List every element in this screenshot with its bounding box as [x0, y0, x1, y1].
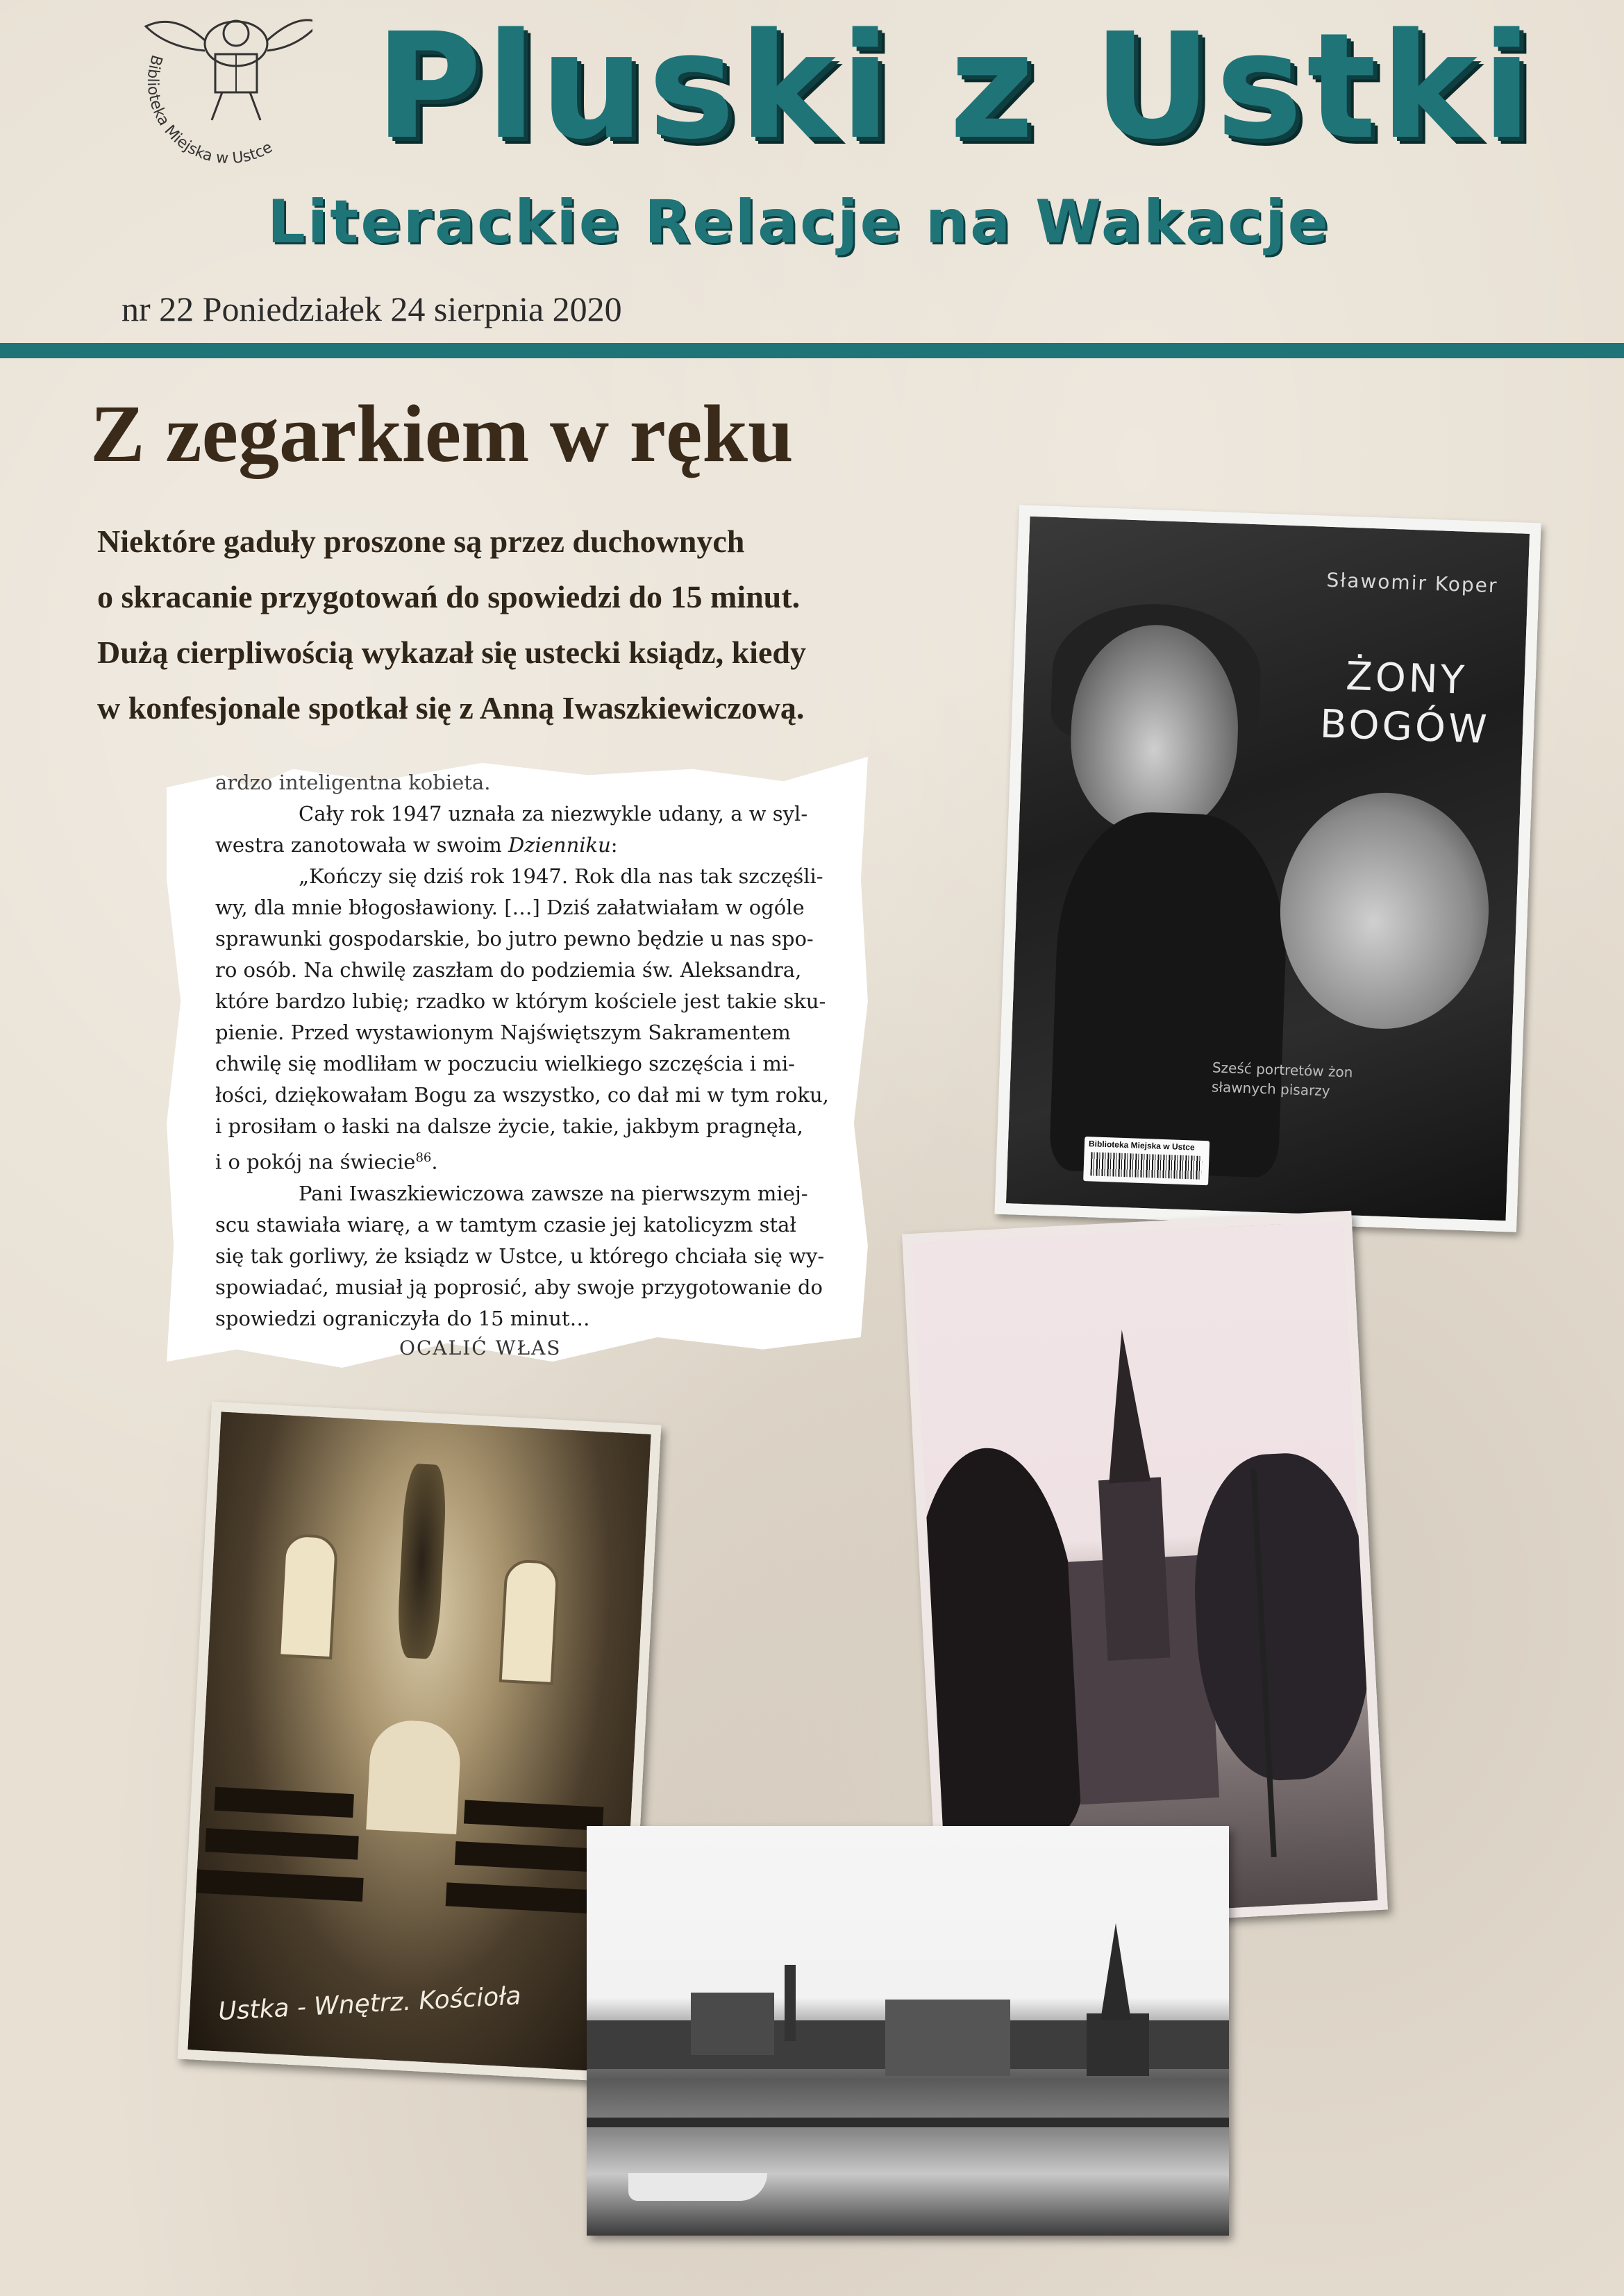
excerpt-line: Pani Iwaszkiewiczowa zawsze na pierwszym miej- [299, 1181, 808, 1205]
excerpt-line: i prosiłam o łaski na dalsze życie, takie, jakbym pragnęła, [215, 1114, 803, 1138]
pew [214, 1787, 354, 1818]
book-author: Sławomir Koper [1325, 568, 1498, 598]
masthead-subtitle: Literackie Relacje na Wakacje [267, 187, 1330, 257]
excerpt-line: i o pokój na świecie$^{86}$. [215, 1150, 438, 1174]
excerpt-line: „Kończy się dziś rok 1947. Rok dla nas tak szczęśli- [299, 864, 823, 888]
tree [1188, 1449, 1378, 1784]
book-excerpt [215, 767, 829, 1334]
church-spire [1101, 1329, 1150, 1484]
excerpt-line: spowiadać, musiał ją poprosić, aby swoje przygotowanie do [215, 1275, 823, 1299]
excerpt-line: wy, dla mnie błogosławiony. […] Dziś załatwiałam w ogóle [215, 896, 805, 919]
pew [455, 1841, 608, 1872]
excerpt-line: sprawunki gospodarskie, bo jutro pewno będzie u nas spo- [215, 927, 814, 950]
book-cover [994, 505, 1541, 1232]
building [691, 1993, 774, 2055]
excerpt-line: pienie. Przed wystawionym Najświętszym Sakramentem [215, 1021, 791, 1044]
article-headline: Z zegarkiem w ręku [90, 388, 794, 479]
cover-photo-figure [1049, 810, 1291, 1178]
building [1087, 2013, 1149, 2076]
window-arch [278, 1533, 338, 1659]
lead-line: o skracanie przygotowań do spowiedzi do 15 minut. [97, 579, 801, 614]
lead-line: Niektóre gaduły proszone są przez duchownych [97, 523, 745, 559]
chimney [785, 1965, 796, 2041]
article-lead [97, 514, 896, 736]
pew [196, 1870, 363, 1902]
window-arch [499, 1559, 560, 1685]
altar [366, 1718, 462, 1834]
book-tagline: Sześć portretów żon sławnych pisarzy [1211, 1059, 1353, 1100]
masthead-title: Pluski z Ustki [375, 1, 1537, 171]
book-title: ŻONY BOGÓW [1319, 653, 1491, 753]
issue-date: nr 22 Poniedziałek 24 sierpnia 2020 [122, 290, 622, 328]
photo-church-exterior [902, 1211, 1388, 1934]
excerpt-fragment: ardzo inteligentna kobieta. [215, 771, 491, 794]
footnote-marker: 86 [415, 1150, 432, 1165]
lead-line: Dużą cierpliwością wykazał się ustecki ksiądz, kiedy [97, 635, 806, 670]
excerpt-line: się tak gorliwy, że ksiądz w Ustce, u którego chciała się wy- [215, 1243, 825, 1268]
diary-title: Dzienniku [508, 833, 611, 857]
boat [628, 2173, 767, 2201]
excerpt-line: łości, dziękowałam Bogu za wszystko, co dał mi w tym roku, [215, 1083, 829, 1107]
quay [587, 2118, 1229, 2127]
cover-photo-man [1276, 789, 1493, 1032]
excerpt-line: które bardzo lubię; rzadko w którym kościele jest takie sku- [215, 989, 826, 1013]
building [885, 2000, 1010, 2076]
excerpt-line: Cały rok 1947 uznała za niezwykle udany, a w syl- [299, 802, 808, 826]
pew [464, 1800, 604, 1831]
photo-caption: Ustka - Wnętrz. Kościoła [217, 1981, 522, 2027]
excerpt-line: westra zanotowała w swoim Dzienniku: [215, 833, 618, 857]
logo-text: Biblioteka Miejska w Ustce [143, 53, 276, 168]
library-logo [132, 6, 312, 172]
excerpt-line: spowiedzi ograniczyła do 15 minut… [215, 1306, 590, 1330]
excerpt-line: ro osób. Na chwilę zaszłam do podziemia św. Aleksandra, [215, 958, 802, 982]
photo-town-harbour [587, 1826, 1229, 2236]
library-barcode-sticker [1083, 1137, 1209, 1185]
sticker-label: Biblioteka Miejska w Ustce [1088, 1139, 1195, 1153]
pew [205, 1828, 358, 1859]
barcode-icon [1090, 1152, 1202, 1180]
excerpt-line: chwilę się modliłam w poczuciu wielkiego szczęścia i mi- [215, 1052, 795, 1075]
chandelier [396, 1463, 448, 1659]
excerpt-line: scu stawiała wiarę, a w tamtym czasie jej katolicyzm stał [215, 1212, 796, 1237]
excerpt-footer-fragment: OCALIĆ WŁAS [399, 1336, 562, 1359]
masthead-divider [0, 343, 1624, 358]
lead-line: w konfesjonale spotkał się z Anną Iwaszkiewiczową. [97, 690, 805, 726]
tree [903, 1443, 1089, 1841]
church-spire [1100, 1923, 1131, 2020]
church-tower [1098, 1477, 1170, 1661]
